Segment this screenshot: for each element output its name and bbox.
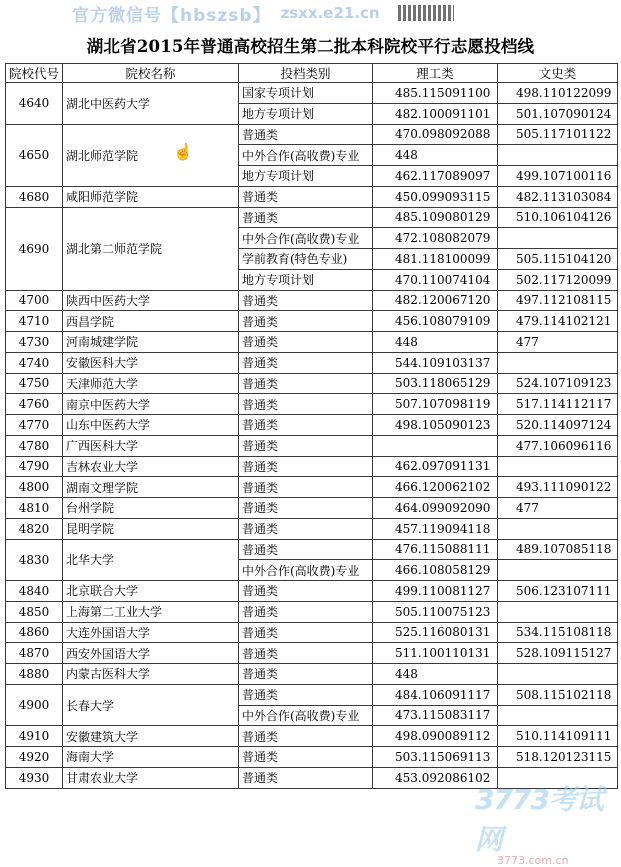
cell-arts-score: 524.107109123 [498, 373, 618, 394]
cell-arts-score: 518.120123115 [498, 747, 618, 768]
cell-school-code: 4800 [6, 477, 63, 498]
cell-school-code: 4680 [6, 186, 63, 207]
cell-arts-score: 477 [498, 498, 618, 519]
cell-science-score: 448 [373, 332, 498, 353]
cell-school-code: 4860 [6, 622, 63, 643]
cell-admission-type: 地方专项计划 [239, 103, 373, 124]
cell-admission-type: 普通类 [239, 456, 373, 477]
cell-science-score: 499.110081127 [373, 581, 498, 602]
table-row [6, 643, 618, 664]
cell-science-score: 482.120067120 [373, 290, 498, 311]
cell-arts-score: 510.114109111 [498, 726, 618, 747]
cell-admission-type: 普通类 [239, 664, 373, 685]
cell-school-code: 4730 [6, 332, 63, 353]
cell-science-score: 462.117089097 [373, 166, 498, 187]
cell-science-score: 472.108082079 [373, 228, 498, 249]
cell-arts-score [498, 601, 618, 622]
cell-school-name: 河南城建学院 [63, 332, 239, 353]
cell-arts-score: 517.114112117 [498, 394, 618, 415]
header-name: 院校名称 [63, 64, 239, 83]
corner-watermark-url: 3773.com.cn [497, 854, 569, 867]
cell-science-score: 485.115091100 [373, 83, 498, 104]
cell-school-name: 湖北中医药大学 [63, 83, 239, 125]
cell-admission-type: 中外合作(高收费)专业 [239, 228, 373, 249]
cell-school-code: 4930 [6, 767, 63, 788]
cell-arts-score [498, 352, 618, 373]
cell-arts-score: 489.107085118 [498, 539, 618, 560]
cell-school-code: 4650 [6, 124, 63, 186]
cell-science-score: 473.115083117 [373, 705, 498, 726]
cell-admission-type: 普通类 [239, 415, 373, 436]
cell-school-name: 湖北第二师范学院 [63, 207, 239, 290]
cell-admission-type: 普通类 [239, 186, 373, 207]
cell-admission-type: 中外合作(高收费)专业 [239, 560, 373, 581]
table-row [6, 581, 618, 602]
cell-school-code: 4700 [6, 290, 63, 311]
table-row [6, 664, 618, 685]
table-row [6, 352, 618, 373]
cell-science-score: 450.099093115 [373, 186, 498, 207]
table-row [6, 311, 618, 332]
cell-arts-score: 502.117120099 [498, 269, 618, 290]
cell-science-score: 466.120062102 [373, 477, 498, 498]
cell-science-score: 498.090089112 [373, 726, 498, 747]
table-row [6, 394, 618, 415]
cell-school-code: 4790 [6, 456, 63, 477]
cell-arts-score: 520.114097124 [498, 415, 618, 436]
table-row [6, 435, 618, 456]
cell-arts-score [498, 560, 618, 581]
cell-admission-type: 普通类 [239, 352, 373, 373]
table-row [6, 332, 618, 353]
table-row [6, 601, 618, 622]
cell-science-score: 525.116080131 [373, 622, 498, 643]
table-row [6, 477, 618, 498]
cell-school-name: 湖南文理学院 [63, 477, 239, 498]
cell-school-name: 北华大学 [63, 539, 239, 581]
cell-admission-type: 普通类 [239, 601, 373, 622]
table-row [6, 726, 618, 747]
header-arts: 文史类 [498, 64, 618, 83]
cell-school-code: 4640 [6, 83, 63, 125]
cell-admission-type: 普通类 [239, 518, 373, 539]
table-row [6, 684, 618, 705]
cell-arts-score: 497.112108115 [498, 290, 618, 311]
table-row [6, 124, 618, 145]
cell-science-score: 507.107098119 [373, 394, 498, 415]
cell-admission-type: 普通类 [239, 767, 373, 788]
page-title: 湖北省2015年普通高校招生第二批本科院校平行志愿投档线 [86, 37, 535, 56]
watermark-url: zsxx.e21.cn [280, 4, 380, 22]
table-row [6, 373, 618, 394]
cell-admission-type: 地方专项计划 [239, 269, 373, 290]
admission-score-table [5, 63, 618, 789]
cell-school-name: 陕西中医药大学 [63, 290, 239, 311]
cell-school-name: 安徽医科大学 [63, 352, 239, 373]
cell-arts-score [498, 518, 618, 539]
cell-science-score: 470.098092088 [373, 124, 498, 145]
cell-science-score: 505.110075123 [373, 601, 498, 622]
cell-science-score: 464.099092090 [373, 498, 498, 519]
cell-school-name: 南京中医药大学 [63, 394, 239, 415]
cell-admission-type: 普通类 [239, 332, 373, 353]
cell-admission-type: 普通类 [239, 581, 373, 602]
cell-arts-score [498, 664, 618, 685]
table-row [6, 83, 618, 104]
table-row [6, 290, 618, 311]
cell-admission-type: 普通类 [239, 498, 373, 519]
cell-arts-score [498, 705, 618, 726]
cell-school-name: 西昌学院 [63, 311, 239, 332]
cell-admission-type: 普通类 [239, 435, 373, 456]
cell-school-name: 安徽建筑大学 [63, 726, 239, 747]
cell-admission-type: 普通类 [239, 684, 373, 705]
cell-school-code: 4900 [6, 684, 63, 726]
corner-watermark-logo: 3773考试网 [475, 783, 603, 856]
cell-arts-score: 506.123107111 [498, 581, 618, 602]
cell-science-score: 511.100110131 [373, 643, 498, 664]
cell-science-score: 476.115088111 [373, 539, 498, 560]
cell-school-name: 湖北师范学院 [63, 124, 239, 186]
cell-science-score: 470.110074104 [373, 269, 498, 290]
watermark-text: 官方微信号【hbszsb】 [72, 5, 271, 26]
cell-school-code: 4740 [6, 352, 63, 373]
cell-science-score: 481.118100099 [373, 249, 498, 270]
cell-science-score: 503.115069113 [373, 747, 498, 768]
cell-arts-score: 479.114102121 [498, 311, 618, 332]
cell-science-score [373, 435, 498, 456]
header-code: 院校代号 [6, 64, 63, 83]
cell-school-name: 山东中医药大学 [63, 415, 239, 436]
cell-admission-type: 普通类 [239, 539, 373, 560]
cell-arts-score: 505.117101122 [498, 124, 618, 145]
table-row [6, 456, 618, 477]
cell-admission-type: 普通类 [239, 726, 373, 747]
cell-school-code: 4780 [6, 435, 63, 456]
cell-school-code: 4750 [6, 373, 63, 394]
cell-admission-type: 普通类 [239, 124, 373, 145]
cell-admission-type: 地方专项计划 [239, 166, 373, 187]
cell-science-score: 457.119094118 [373, 518, 498, 539]
cell-school-code: 4850 [6, 601, 63, 622]
cell-arts-score [498, 228, 618, 249]
cell-science-score: 503.118065129 [373, 373, 498, 394]
cell-school-name: 甘肃农业大学 [63, 767, 239, 788]
cell-science-score: 484.106091117 [373, 684, 498, 705]
cell-school-name: 大连外国语大学 [63, 622, 239, 643]
table-row [6, 186, 618, 207]
cell-admission-type: 普通类 [239, 622, 373, 643]
cell-science-score: 448 [373, 145, 498, 166]
cell-school-code: 4810 [6, 498, 63, 519]
cell-school-name: 上海第二工业大学 [63, 601, 239, 622]
cell-admission-type: 普通类 [239, 311, 373, 332]
qr-code-icon [398, 5, 454, 21]
cell-science-score: 456.108079109 [373, 311, 498, 332]
cell-school-name: 咸阳师范学院 [63, 186, 239, 207]
cell-science-score: 482.100091101 [373, 103, 498, 124]
cell-school-name: 长春大学 [63, 684, 239, 726]
corner-watermark [475, 778, 615, 867]
cell-admission-type: 普通类 [239, 373, 373, 394]
cell-admission-type: 普通类 [239, 643, 373, 664]
header-type: 投档类别 [239, 64, 373, 83]
cell-school-name: 台州学院 [63, 498, 239, 519]
cell-school-code: 4760 [6, 394, 63, 415]
cell-science-score: 498.105090123 [373, 415, 498, 436]
cell-arts-score [498, 145, 618, 166]
table-row [6, 498, 618, 519]
cell-admission-type: 普通类 [239, 207, 373, 228]
cell-science-score: 485.109080129 [373, 207, 498, 228]
cell-school-name: 广西医科大学 [63, 435, 239, 456]
cell-admission-type: 普通类 [239, 394, 373, 415]
cell-arts-score: 477.106096116 [498, 435, 618, 456]
cell-school-name: 海南大学 [63, 747, 239, 768]
cell-arts-score [498, 456, 618, 477]
cell-science-score: 462.097091131 [373, 456, 498, 477]
table-header-row [6, 64, 618, 83]
cell-school-name: 北京联合大学 [63, 581, 239, 602]
table-row [6, 622, 618, 643]
cell-arts-score: 477 [498, 332, 618, 353]
cell-school-code: 4880 [6, 664, 63, 685]
cell-school-name: 天津师范大学 [63, 373, 239, 394]
table-row [6, 539, 618, 560]
cell-arts-score: 528.109115127 [498, 643, 618, 664]
cell-science-score: 466.108058129 [373, 560, 498, 581]
cell-admission-type: 普通类 [239, 747, 373, 768]
cell-school-code: 4830 [6, 539, 63, 581]
cell-admission-type: 国家专项计划 [239, 83, 373, 104]
cell-arts-score: 534.115108118 [498, 622, 618, 643]
table-row [6, 207, 618, 228]
cell-school-code: 4690 [6, 207, 63, 290]
cell-arts-score: 498.110122099 [498, 83, 618, 104]
table-body [6, 83, 618, 789]
cell-school-code: 4770 [6, 415, 63, 436]
table-row [6, 415, 618, 436]
cell-arts-score: 493.111090122 [498, 477, 618, 498]
cell-school-name: 吉林农业大学 [63, 456, 239, 477]
cell-admission-type: 中外合作(高收费)专业 [239, 145, 373, 166]
header-watermark [0, 0, 621, 26]
cell-school-code: 4710 [6, 311, 63, 332]
cell-admission-type: 普通类 [239, 477, 373, 498]
cell-admission-type: 普通类 [239, 290, 373, 311]
cell-arts-score: 505.115104120 [498, 249, 618, 270]
cell-school-name: 昆明学院 [63, 518, 239, 539]
cell-admission-type: 中外合作(高收费)专业 [239, 705, 373, 726]
cell-school-name: 西安外国语大学 [63, 643, 239, 664]
cell-arts-score: 501.107090124 [498, 103, 618, 124]
cell-arts-score: 510.106104126 [498, 207, 618, 228]
cell-school-code: 4840 [6, 581, 63, 602]
cell-arts-score: 499.107100116 [498, 166, 618, 187]
table-row [6, 518, 618, 539]
cell-school-code: 4870 [6, 643, 63, 664]
cell-school-code: 4910 [6, 726, 63, 747]
header-science: 理工类 [373, 64, 498, 83]
cell-school-code: 4820 [6, 518, 63, 539]
cell-arts-score: 508.115102118 [498, 684, 618, 705]
table-row [6, 747, 618, 768]
cell-school-code: 4920 [6, 747, 63, 768]
cell-science-score: 448 [373, 664, 498, 685]
hand-cursor-icon: ☝ [173, 142, 193, 161]
cell-science-score: 453.092086102 [373, 767, 498, 788]
cell-school-name: 内蒙古医科大学 [63, 664, 239, 685]
cell-arts-score: 482.113103084 [498, 186, 618, 207]
cell-science-score: 544.109103137 [373, 352, 498, 373]
cell-admission-type: 学前教育(特色专业) [239, 249, 373, 270]
